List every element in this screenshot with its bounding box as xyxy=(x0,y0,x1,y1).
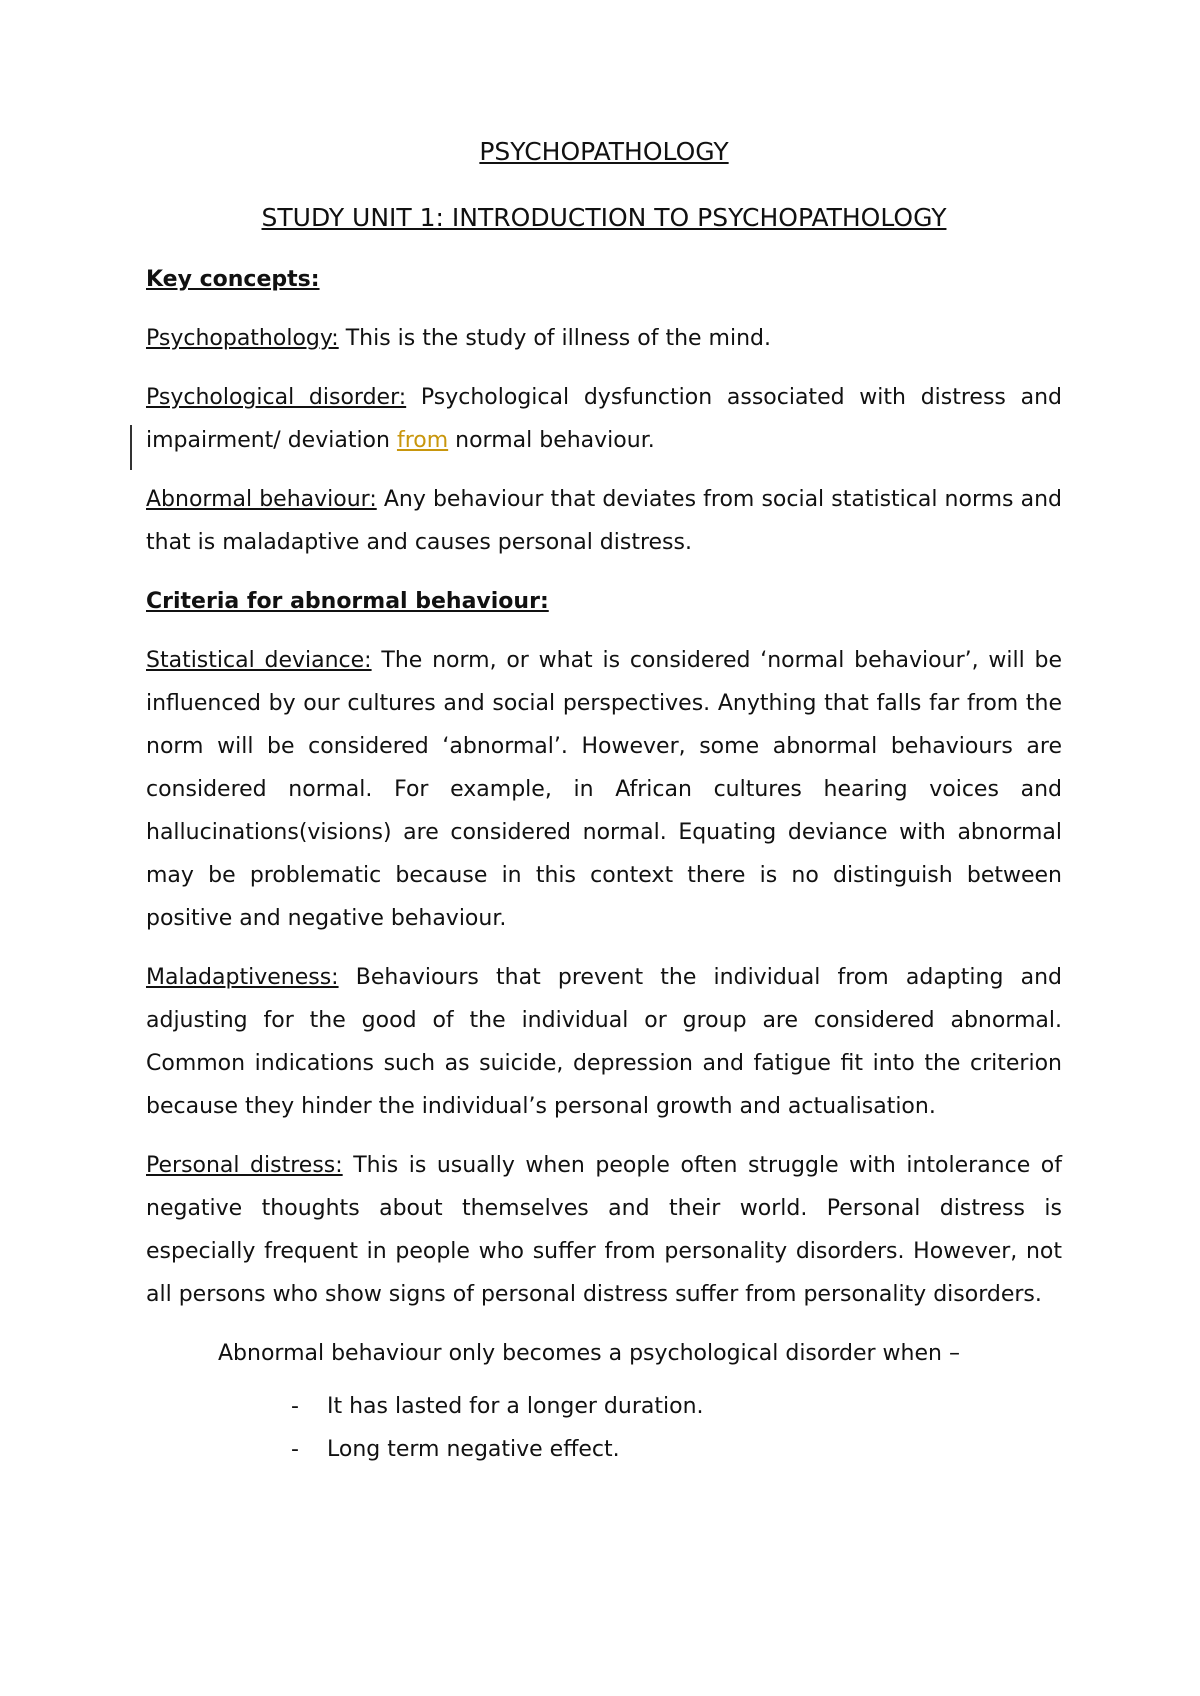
list-item xyxy=(291,1428,1062,1471)
criterion-term: Maladaptiveness: xyxy=(146,965,339,990)
list-item-text: It has lasted for a longer duration. xyxy=(327,1394,704,1419)
definition-text: Any behaviour that deviates from social statistical norms and that is maladaptive and causes personal distress. xyxy=(146,487,1062,555)
definition-text-end: normal behaviour. xyxy=(448,428,655,453)
definition-text: Psychological dysfunction associated with distress and impairment/ deviation xyxy=(146,385,1063,453)
definition-term: Psychological disorder: xyxy=(146,385,407,410)
study-unit-title: STUDY UNIT 1: INTRODUCTION TO PSYCHOPATHOLOGY xyxy=(261,203,947,232)
document-title: PSYCHOPATHOLOGY xyxy=(479,137,729,166)
criterion-maladaptiveness xyxy=(146,956,1062,1128)
criterion-term: Statistical deviance: xyxy=(146,648,372,673)
criterion-statistical-deviance xyxy=(146,639,1062,940)
tracked-change-word: from xyxy=(396,428,449,453)
list-item-text: Long term negative effect. xyxy=(327,1437,620,1462)
definition-term: Abnormal behaviour: xyxy=(146,487,377,512)
document-page xyxy=(146,130,1062,1471)
criterion-term: Personal distress: xyxy=(146,1153,343,1178)
criteria-heading: Criteria for abnormal behaviour: xyxy=(146,589,549,614)
bullet-dash: - xyxy=(291,1437,299,1462)
bullet-dash: - xyxy=(291,1394,299,1419)
definition-text: This is the study of illness of the mind. xyxy=(338,326,772,351)
disorder-condition-list xyxy=(146,1385,1062,1471)
definition-term: Psychopathology: xyxy=(146,326,339,351)
revision-change-bar xyxy=(130,425,132,470)
definition-psychological-disorder xyxy=(146,376,1062,462)
criterion-personal-distress xyxy=(146,1144,1062,1316)
criterion-text: The norm, or what is considered ‘normal behaviour’, will be influenced by our cultures and social perspectives. Anything that falls far from the norm will be considered ‘abnormal’. However, some abnormal behaviours are considered normal. For example, in African cultures hearing voices and hallucinations(visions) are considered normal. Equating deviance with abnormal may be problematic because in this context there is no distinguish between positive and negative behaviour. xyxy=(146,648,1062,931)
criterion-text: This is usually when people often struggle with intolerance of negative thoughts about themselves and their world. Personal distress is especially frequent in people who suffer from personality disorders. However, not all persons who show signs of personal distress suffer from personality disorders. xyxy=(146,1153,1062,1307)
key-concepts-heading: Key concepts: xyxy=(146,267,320,292)
definition-abnormal-behaviour xyxy=(146,478,1062,564)
criterion-text: Behaviours that prevent the individual from adapting and adjusting for the good of the individual or group are considered abnormal. Common indications such as suicide, depression and fatigue fit into the criterion because they hinder the individual’s personal growth and actualisation. xyxy=(146,965,1062,1119)
list-item xyxy=(291,1385,1062,1428)
definition-psychopathology xyxy=(146,317,1062,360)
disorder-condition-intro: Abnormal behaviour only becomes a psychological disorder when – xyxy=(218,1341,960,1366)
